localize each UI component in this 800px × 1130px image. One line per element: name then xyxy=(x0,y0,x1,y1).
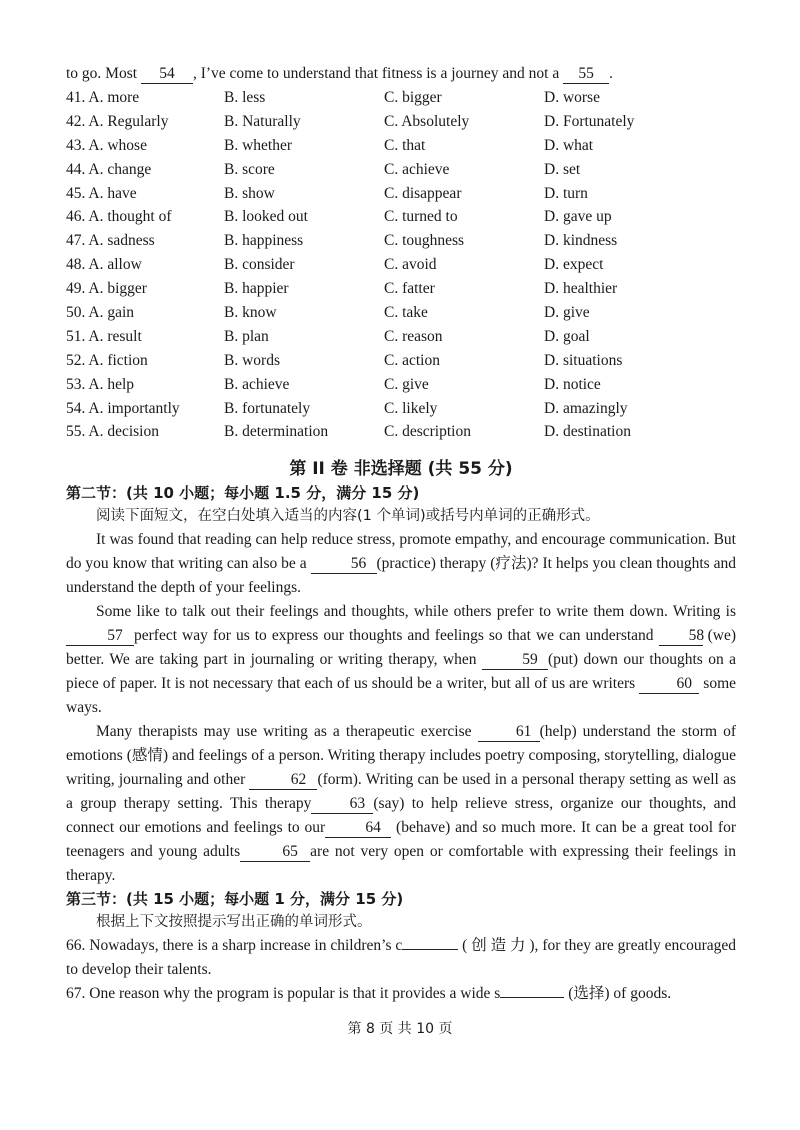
blank-63: 63 xyxy=(311,795,373,814)
option-d: D. worse xyxy=(544,89,600,106)
option-d: D. give xyxy=(544,304,590,322)
option-a: 51. A. result xyxy=(66,327,142,345)
text: some ways. xyxy=(66,675,737,717)
text: (practice) therapy (疗法)? It helps you clean thoughts and understand the depth of your feelings. xyxy=(66,555,737,597)
option-b: B. consider xyxy=(224,256,295,274)
text: It was found that reading can help reduce stress, promote empathy, and encourage communication. But do you know that writing can also be a xyxy=(66,531,736,573)
option-a: 48. A. allow xyxy=(66,256,142,274)
option-c: C. achieve xyxy=(384,160,450,178)
option-b: B. happier xyxy=(224,280,289,298)
paragraph-1 xyxy=(66,528,736,600)
option-c: C. description xyxy=(384,423,471,441)
section2-instruction: 阅读下面短文，在空白处填入适当的内容(1 个单词)或括号内单词的正确形式。 xyxy=(96,508,600,525)
option-b: B. determination xyxy=(224,423,329,441)
blank-62: 62 xyxy=(249,771,317,790)
option-row xyxy=(66,110,736,134)
text: (help) understand the storm of emotions (感情) and feelings of a person. Writing therapy includes poetry composing, storytelling, dialogue writing, journaling and other xyxy=(66,723,736,789)
paragraph-2 xyxy=(66,600,736,720)
option-a: 47. A. sadness xyxy=(66,232,155,250)
option-d: D. healthier xyxy=(544,280,618,298)
option-c: C. give xyxy=(384,375,429,393)
option-a: 55. A. decision xyxy=(66,423,159,441)
option-row xyxy=(66,205,736,229)
option-c: C. reason xyxy=(384,327,443,345)
option-a: 43. A. whose xyxy=(66,136,147,154)
text: Many therapists may use writing as a therapeutic exercise xyxy=(96,723,478,741)
text: to go. Most xyxy=(66,65,141,82)
blank-67 xyxy=(500,997,564,998)
text: (form). Writing can be used in a personal therapy setting as well as a group therapy setting. This therapy xyxy=(66,771,736,813)
text: , I’ve come to understand that fitness is a journey and not a xyxy=(192,65,564,82)
blank-64: 64 xyxy=(325,819,391,838)
option-c: C. likely xyxy=(384,399,438,417)
option-a: 50. A. gain xyxy=(66,304,135,322)
text: Some like to talk out their feelings and thoughts, while others prefer to write them down. Writing is xyxy=(96,603,736,621)
option-c: C. turned to xyxy=(384,208,458,226)
option-d: D. expect xyxy=(544,256,604,274)
question-66 xyxy=(66,934,736,982)
option-c: C. disappear xyxy=(384,184,462,202)
text: are not very open or comfortable with expressing their feelings in therapy. xyxy=(66,843,736,885)
option-b: B. plan xyxy=(224,327,269,345)
text: ( 创 造 力 ), for they are greatly encouraged to develop their talents. xyxy=(66,937,737,979)
option-d: D. kindness xyxy=(544,232,618,250)
option-d: D. gave up xyxy=(544,208,612,226)
paragraph-3 xyxy=(66,720,736,888)
option-row xyxy=(66,158,736,182)
blank-59: 59 xyxy=(482,651,548,670)
option-row xyxy=(66,397,736,421)
option-c: C. that xyxy=(384,136,426,154)
blank-58: 58 xyxy=(659,627,703,646)
option-c: C. bigger xyxy=(384,89,442,106)
option-b: B. less xyxy=(224,89,266,106)
option-c: C. toughness xyxy=(384,232,465,250)
text: (选择) of goods. xyxy=(564,985,672,1003)
blank-57: 57 xyxy=(66,627,134,646)
option-d: D. amazingly xyxy=(544,399,628,417)
option-d: D. notice xyxy=(544,375,601,393)
option-a: 46. A. thought of xyxy=(66,208,172,226)
option-d: D. turn xyxy=(544,184,588,202)
option-a: 52. A. fiction xyxy=(66,351,148,369)
blank-61: 61 xyxy=(478,723,540,742)
section3-heading: 第三节：(共 15 小题；每小题 1 分，满分 15 分) xyxy=(66,890,404,909)
option-c: C. fatter xyxy=(384,280,435,298)
option-d: D. what xyxy=(544,136,594,154)
option-a: 49. A. bigger xyxy=(66,280,147,298)
option-d: D. destination xyxy=(544,423,631,441)
exam-page xyxy=(66,62,736,1006)
option-row xyxy=(66,373,736,397)
option-b: B. Naturally xyxy=(224,112,301,130)
text: perfect way for us to express our thoughts and feelings so that we can understand xyxy=(134,627,659,645)
option-c: C. avoid xyxy=(384,256,437,274)
option-row xyxy=(66,253,736,277)
option-c: C. Absolutely xyxy=(384,112,470,130)
option-b: B. show xyxy=(224,184,275,202)
option-row xyxy=(66,182,736,206)
option-b: B. achieve xyxy=(224,375,290,393)
option-b: B. happiness xyxy=(224,232,304,250)
option-d: D. set xyxy=(544,160,581,178)
blank-60: 60 xyxy=(639,675,699,694)
option-row xyxy=(66,277,736,301)
option-a: 54. A. importantly xyxy=(66,399,180,417)
section2-heading: 第二节：(共 10 小题；每小题 1.5 分，满分 15 分) xyxy=(66,484,420,503)
text: (behave) and so much more. It can be a great tool for teenagers and young adults xyxy=(66,819,736,861)
option-b: B. looked out xyxy=(224,208,308,226)
option-a: 45. A. have xyxy=(66,184,137,202)
option-row xyxy=(66,229,736,253)
blank-56: 56 xyxy=(311,555,377,574)
text: (put) down our thoughts on a piece of paper. It is not necessary that each of us should be a writer, but all of us are writers xyxy=(66,651,736,693)
part2-title: 第 II 卷 非选择题 (共 55 分) xyxy=(289,459,513,480)
option-a: 53. A. help xyxy=(66,375,135,393)
option-c: C. action xyxy=(384,351,440,369)
text: 66. Nowadays, there is a sharp increase in children’s c xyxy=(66,937,403,955)
text: 67. One reason why the program is popular is that it provides a wide s xyxy=(66,985,501,1003)
top-line xyxy=(66,62,736,86)
page-footer: 第 8 页 共 10 页 xyxy=(347,1021,453,1037)
option-a: 41. A. more xyxy=(66,89,140,106)
blank-65: 65 xyxy=(240,843,310,862)
option-row xyxy=(66,420,736,444)
blank-54: 54 xyxy=(141,65,193,84)
option-row xyxy=(66,86,736,110)
section3-instruction: 根据上下文按照提示写出正确的单词形式。 xyxy=(96,914,372,931)
option-d: D. situations xyxy=(544,351,623,369)
option-b: B. score xyxy=(224,160,275,178)
option-d: D. Fortunately xyxy=(544,112,635,130)
option-row xyxy=(66,301,736,325)
option-a: 42. A. Regularly xyxy=(66,112,169,130)
options-list xyxy=(66,86,736,444)
option-row xyxy=(66,325,736,349)
text: (we) better. We are taking part in journaling or writing therapy, when xyxy=(66,627,736,669)
text: (say) to help relieve stress, organize our thoughts, and connect our emotions and feelings to our xyxy=(66,795,736,837)
option-b: B. fortunately xyxy=(224,399,311,417)
option-c: C. take xyxy=(384,304,428,322)
blank-66 xyxy=(402,949,458,950)
option-row xyxy=(66,349,736,373)
option-b: B. know xyxy=(224,304,277,322)
option-d: D. goal xyxy=(544,327,590,345)
option-a: 44. A. change xyxy=(66,160,152,178)
option-b: B. whether xyxy=(224,136,293,154)
option-row xyxy=(66,134,736,158)
blank-55: 55 xyxy=(563,65,609,84)
option-b: B. words xyxy=(224,351,280,369)
question-67 xyxy=(66,982,736,1006)
text: . xyxy=(609,65,613,82)
